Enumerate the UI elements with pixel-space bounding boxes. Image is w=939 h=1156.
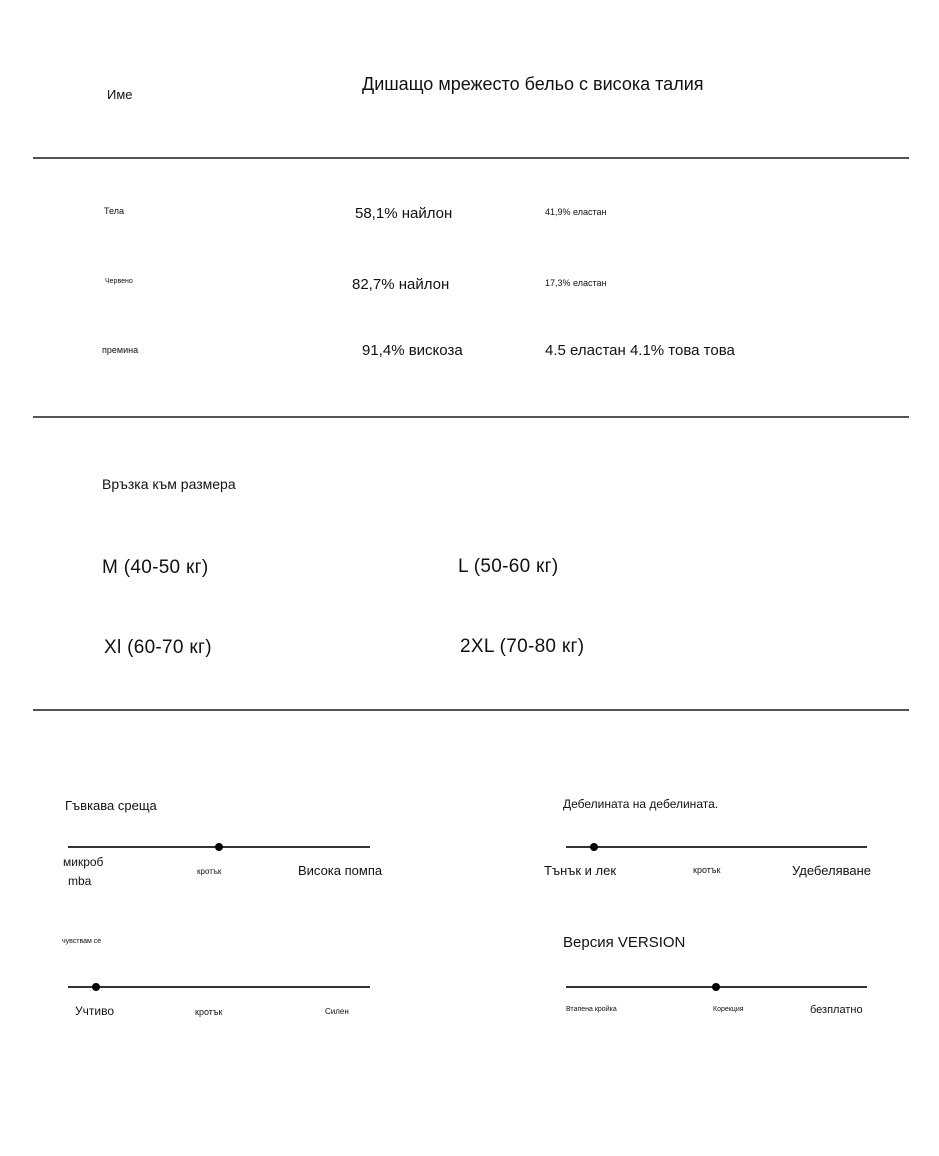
scale-middle-label: кротък bbox=[693, 865, 721, 875]
scale-middle-label: кротък bbox=[195, 1007, 223, 1017]
composition-second: 41,9% еластан bbox=[545, 207, 607, 217]
scale-title: Дебелината на дебелината. bbox=[563, 797, 719, 811]
scale-right-label: Силен bbox=[325, 1007, 349, 1016]
scale-marker bbox=[712, 983, 720, 991]
divider bbox=[33, 416, 909, 418]
composition-part: Червено bbox=[105, 278, 133, 285]
scale-right-label: Удебеляване bbox=[792, 863, 872, 878]
scale-left-label: микроб bbox=[63, 855, 104, 869]
scale-track bbox=[68, 986, 370, 988]
composition-part: Тела bbox=[104, 206, 124, 216]
scale-marker bbox=[215, 843, 223, 851]
composition-part: премина bbox=[102, 345, 139, 355]
divider bbox=[33, 157, 909, 159]
size-item: Xl (60-70 кг) bbox=[104, 637, 212, 658]
scale-left-label: Учтиво bbox=[75, 1004, 114, 1018]
divider bbox=[33, 709, 909, 711]
scale-marker bbox=[92, 983, 100, 991]
size-item: M (40-50 кг) bbox=[102, 557, 209, 578]
composition-second: 17,3% еластан bbox=[545, 278, 607, 288]
scale-title: чувствам се bbox=[62, 938, 102, 945]
scale-right-label: безплатно bbox=[810, 1004, 863, 1016]
product-name: Дишащо мрежесто бельо с висока талия bbox=[362, 74, 704, 94]
scale-title: Гъвкава среща bbox=[65, 798, 157, 813]
scale-right-label: Висока помпа bbox=[298, 863, 383, 878]
scale-track bbox=[566, 846, 867, 848]
composition-main: 58,1% найлон bbox=[355, 205, 453, 222]
scale-middle-label: Корекция bbox=[713, 1006, 744, 1013]
scale-left-label: Тънък и лек bbox=[544, 863, 617, 878]
sizes-title: Връзка към размера bbox=[102, 476, 236, 492]
composition-main: 82,7% найлон bbox=[352, 276, 450, 293]
composition-second: 4.5 еластан 4.1% това това bbox=[545, 342, 735, 359]
name-label: Име bbox=[107, 87, 133, 102]
size-item: 2XL (70-80 кг) bbox=[460, 636, 585, 657]
scale-title: Версия VERSION bbox=[563, 934, 686, 951]
scale-left-label-2: mba bbox=[68, 874, 92, 888]
size-item: L (50-60 кг) bbox=[458, 556, 559, 577]
composition-main: 91,4% вискоза bbox=[362, 342, 463, 359]
scale-middle-label: кротък bbox=[197, 867, 222, 876]
scale-marker bbox=[590, 843, 598, 851]
scale-left-label: Втапена кройка bbox=[566, 1006, 617, 1013]
